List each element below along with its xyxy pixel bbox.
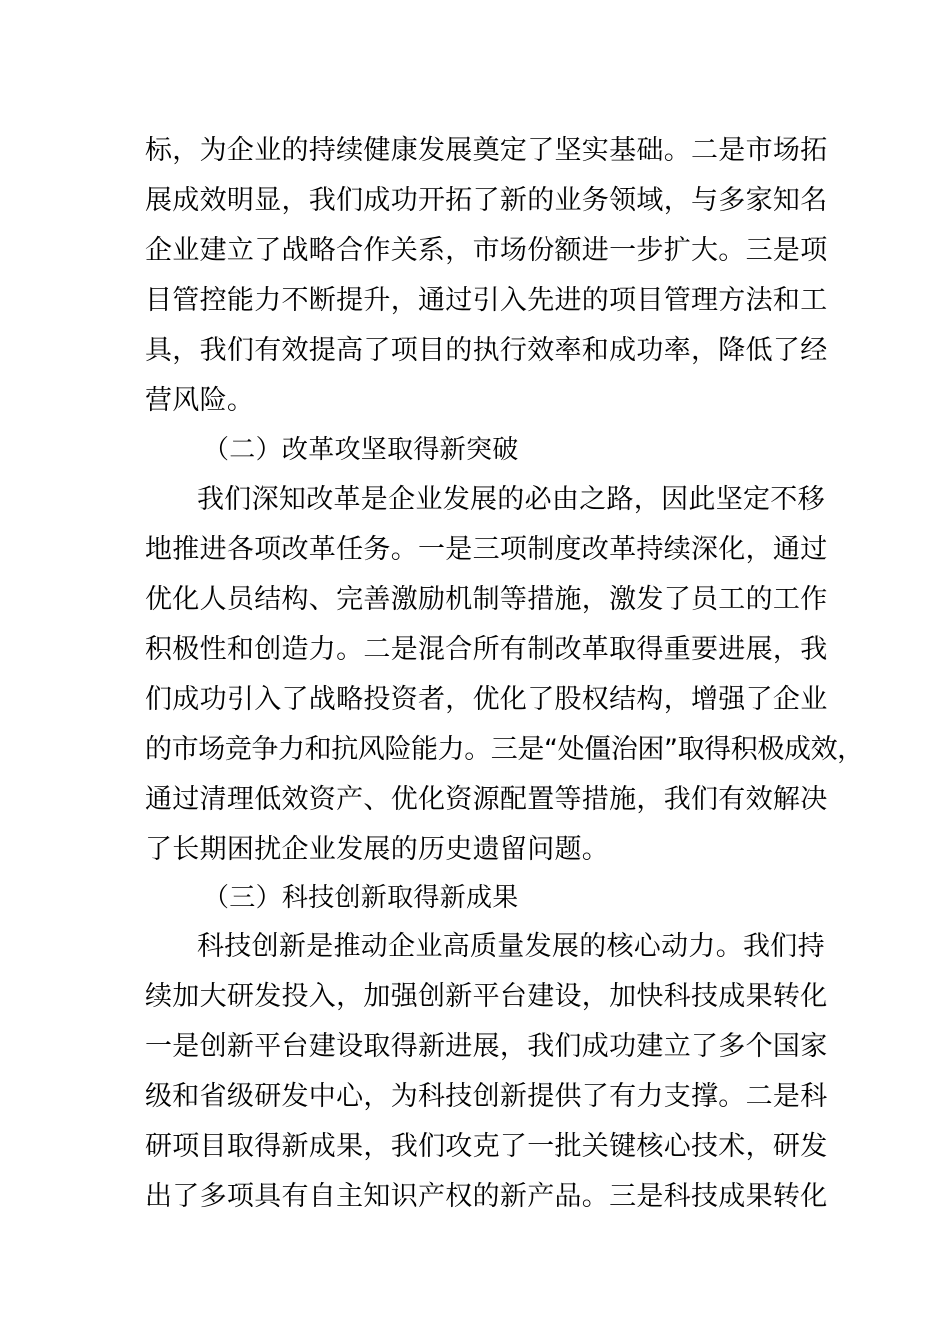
body-line: 级和省级研发中心，为科技创新提供了有力支撑。二是科 bbox=[145, 1081, 828, 1112]
body-line: 展成效明显，我们成功开拓了新的业务领域，与多家知名 bbox=[145, 185, 828, 216]
body-line: 目管控能力不断提升，通过引入先进的项目管理方法和工 bbox=[145, 285, 828, 316]
body-line: 通过清理低效资产、优化资源配置等措施，我们有效解决 bbox=[145, 784, 828, 815]
body-line: 的市场竞争力和抗风险能力。三是“处僵治困”取得积极成效， bbox=[145, 734, 864, 765]
body-line: 积极性和创造力。二是混合所有制改革取得重要进展，我 bbox=[145, 634, 828, 665]
body-line: 具，我们有效提高了项目的执行效率和成功率，降低了经 bbox=[145, 335, 828, 366]
section-heading: （三）科技创新取得新成果 bbox=[203, 883, 519, 913]
body-line: 出了多项具有自主知识产权的新产品。三是科技成果转化 bbox=[145, 1181, 828, 1212]
body-line: 研项目取得新成果，我们攻克了一批关键核心技术，研发 bbox=[145, 1131, 828, 1162]
body-line: 科技创新是推动企业高质量发展的核心动力。我们持 bbox=[197, 931, 825, 962]
body-line: 一是创新平台建设取得新进展，我们成功建立了多个国家 bbox=[145, 1031, 828, 1062]
body-line: 了长期困扰企业发展的历史遗留问题。 bbox=[145, 834, 610, 865]
body-line: 营风险。 bbox=[145, 385, 255, 416]
body-line: 们成功引入了战略投资者，优化了股权结构，增强了企业 bbox=[145, 684, 828, 715]
body-line: 我们深知改革是企业发展的必由之路，因此坚定不移 bbox=[197, 484, 825, 515]
body-line: 地推进各项改革任务。一是三项制度改革持续深化，通过 bbox=[145, 534, 828, 565]
section-heading: （二）改革攻坚取得新突破 bbox=[203, 435, 519, 465]
body-line: 优化人员结构、完善激励机制等措施，激发了员工的工作 bbox=[145, 584, 828, 615]
body-line: 企业建立了战略合作关系，市场份额进一步扩大。三是项 bbox=[145, 235, 828, 266]
body-line: 标，为企业的持续健康发展奠定了坚实基础。二是市场拓 bbox=[145, 135, 828, 166]
body-line: 续加大研发投入，加强创新平台建设，加快科技成果转化 bbox=[145, 981, 828, 1012]
